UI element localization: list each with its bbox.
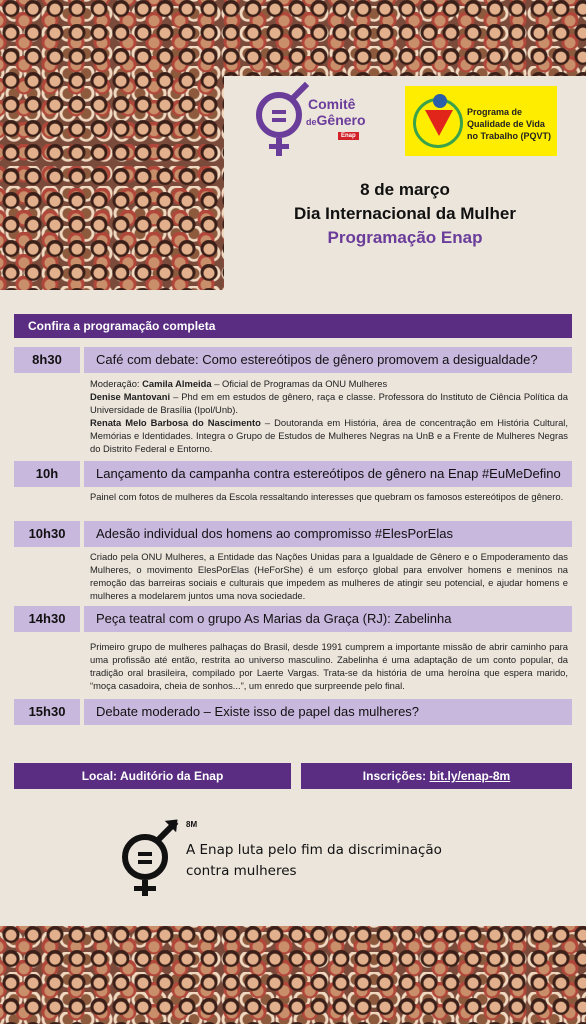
- registration-link[interactable]: bit.ly/enap-8m: [429, 769, 511, 783]
- crowd-illustration-bottom: [0, 926, 586, 1024]
- slot-title: Adesão individual dos homens ao compromisso #ElesPorElas: [84, 521, 572, 547]
- event-title: Dia Internacional da Mulher: [294, 204, 516, 223]
- comite-logo-line1: Comitê: [308, 96, 356, 112]
- slot-title: Lançamento da campanha contra estereótipos de gênero na Enap #EuMeDefino: [84, 461, 572, 487]
- slot-title: Peça teatral com o grupo As Marias da Graça (RJ): Zabelinha: [84, 606, 572, 632]
- gender-equality-icon: [120, 818, 182, 896]
- pqvt-emblem-icon: [413, 94, 463, 148]
- pqvt-logo: [405, 86, 557, 156]
- registration-label: Inscrições:: [362, 769, 430, 783]
- slot-time: 10h: [14, 461, 80, 487]
- slot-title: Café com debate: Como estereótipos de gênero promovem a desigualdade?: [84, 347, 572, 373]
- message-tag: 8M: [186, 820, 198, 829]
- pqvt-logo-text: Programa de Qualidade de Vida no Trabalho (PQVT): [467, 107, 552, 141]
- slot-time: 8h30: [14, 347, 80, 373]
- slot-description: Criado pela ONU Mulheres, a Entidade das Nações Unidas para a Igualdade de Gênero e o Empoderamento das Mulheres, o movimento ElesPorElas (HeForShe) é um esforço global para envolver homens e meninos na remoção das barreiras sociais e culturais que impedem as mulheres de atingir seu potencial, e ajudar homens e mulheres a modelarem juntos uma nova sociedade.: [90, 551, 568, 601]
- slot-description: Painel com fotos de mulheres da Escola ressaltando interesses que quebram os famosos estereótipos de gênero.: [90, 491, 564, 502]
- closing-message: A Enap luta pelo fim da discriminação contra mulheres: [186, 842, 442, 879]
- registration-box: [301, 763, 572, 789]
- event-subtitle: Programação Enap: [327, 228, 483, 247]
- program-header-bar: Confira a programação completa: [14, 314, 572, 338]
- event-date: 8 de março: [360, 180, 450, 199]
- location-box: Local: Auditório da Enap: [14, 763, 291, 789]
- slot-time: 10h30: [14, 521, 80, 547]
- slot-time: 14h30: [14, 606, 80, 632]
- slot-description: Moderação: Camila Almeida – Oficial de Programas da ONU Mulheres Denise Mantovani – Phd em em estudos de gênero, raça e classe. Professora do Instituto de Ciência Política da Universidade de Brasília (Ipol/Unb). Renata Melo Barbosa do Nascimento – Doutoranda em História, área de concentração em História Cultural, Memórias e Identidades. Integra o Grupo de Estudos de Mulheres Negras na UnB e a Frente de Mulheres Negras do Distrito Federal e Entorno.: [90, 378, 568, 454]
- slot-description: Primeiro grupo de mulheres palhaças do Brasil, desde 1991 cumprem a importante missão de abrir caminho para uma profissão até então, restrita ao universo masculino. Zabelinha é uma adaptação de um conto popular, da tradição oral brasileira, compilado por Laerte Vargas. Trata-se da história de uma heroína que espera marido, “moça casadoira, cheia de sonhos...”, um enredo que surpreende pelo final.: [90, 641, 568, 691]
- enap-badge: Enap: [338, 132, 359, 140]
- slot-title: Debate moderado – Existe isso de papel das mulheres?: [84, 699, 572, 725]
- hero-panel: [224, 76, 586, 290]
- slot-time: 15h30: [14, 699, 80, 725]
- comite-logo-line2: deGênero: [306, 112, 366, 128]
- comite-genero-logo: [254, 88, 374, 158]
